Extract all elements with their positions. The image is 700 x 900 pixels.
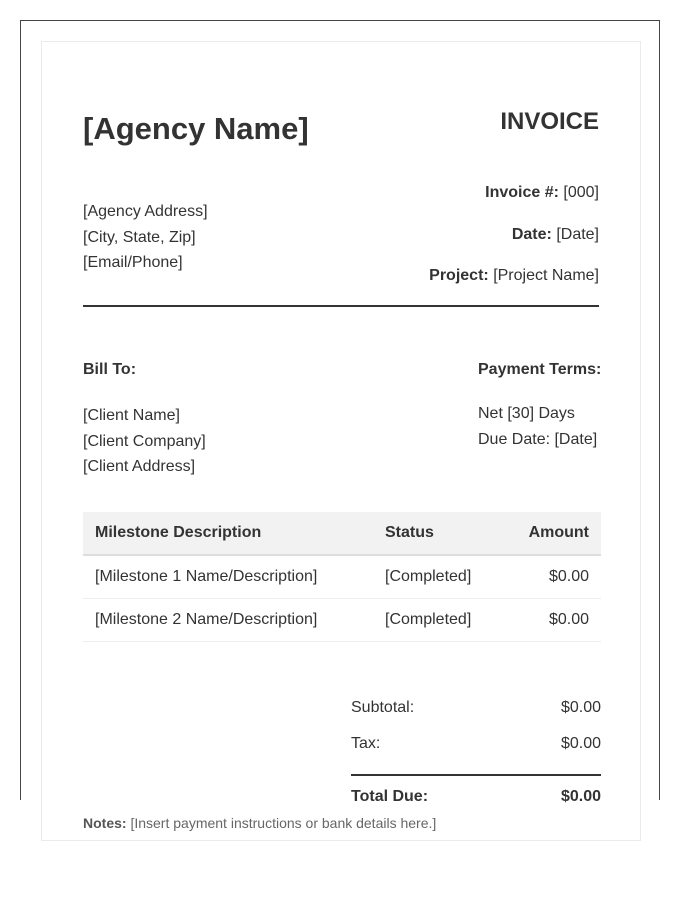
subtotal-label: Subtotal:: [351, 699, 415, 716]
header-description: Milestone Description: [83, 512, 373, 555]
payment-terms-net: Net [30] Days: [478, 405, 575, 422]
tax-label: Tax:: [351, 735, 381, 752]
invoice-date: [512, 226, 599, 244]
total-due-row: [351, 774, 601, 816]
invoice-project-label: Project:: [429, 267, 489, 284]
tax-value: $0.00: [560, 735, 601, 752]
client-name: [Client Name]: [83, 407, 180, 424]
subtotal-value: $0.00: [560, 699, 601, 716]
invoice-page: [41, 41, 641, 841]
payment-terms-due-date: Due Date: [Date]: [478, 430, 598, 448]
milestone-table: [83, 512, 601, 642]
agency-email-phone: [Email/Phone]: [83, 254, 183, 271]
header-amount: Amount: [516, 512, 601, 555]
milestone-amount: $0.00: [516, 599, 601, 642]
client-address: [Client Address]: [83, 458, 196, 475]
notes-text: [Insert payment instructions or bank details here.]: [130, 815, 437, 831]
agency-name: [Agency Name]: [83, 111, 309, 146]
header-divider: [83, 305, 599, 307]
invoice-number-value: [000]: [563, 184, 599, 201]
bill-to-details: [83, 403, 206, 480]
total-due-label: Total Due:: [351, 788, 429, 805]
tax-row: [351, 726, 601, 762]
payment-terms-heading: Payment Terms:: [478, 361, 602, 378]
milestone-status: [Completed]: [373, 599, 516, 642]
milestone-status: [Completed]: [373, 555, 516, 599]
invoice-project-value: [Project Name]: [493, 267, 599, 284]
agency-details: [83, 199, 208, 276]
table-row: [83, 555, 601, 599]
milestone-description: [Milestone 1 Name/Description]: [83, 555, 373, 599]
header-status: Status: [373, 512, 516, 555]
agency-address: [Agency Address]: [83, 203, 208, 220]
totals-section: [351, 690, 601, 816]
invoice-date-label: Date:: [511, 226, 552, 243]
milestone-description: [Milestone 2 Name/Description]: [83, 599, 373, 642]
notes-label: Notes:: [83, 815, 127, 831]
invoice-number: [485, 184, 599, 202]
client-company: [Client Company]: [83, 432, 206, 450]
invoice-project: [429, 267, 599, 285]
payment-terms: [478, 361, 601, 452]
table-row: [83, 599, 601, 642]
notes: [83, 815, 436, 831]
total-due-value: $0.00: [560, 788, 601, 805]
invoice-date-value: [Date]: [556, 226, 599, 243]
table-header-row: [83, 512, 601, 555]
invoice-number-label: Invoice #:: [485, 184, 559, 201]
agency-city-state-zip: [City, State, Zip]: [83, 228, 196, 246]
document-frame: [20, 20, 660, 831]
invoice-title: INVOICE: [500, 108, 599, 135]
milestone-amount: $0.00: [516, 555, 601, 599]
bill-to-heading: Bill To:: [83, 361, 137, 378]
subtotal-row: [351, 690, 601, 726]
